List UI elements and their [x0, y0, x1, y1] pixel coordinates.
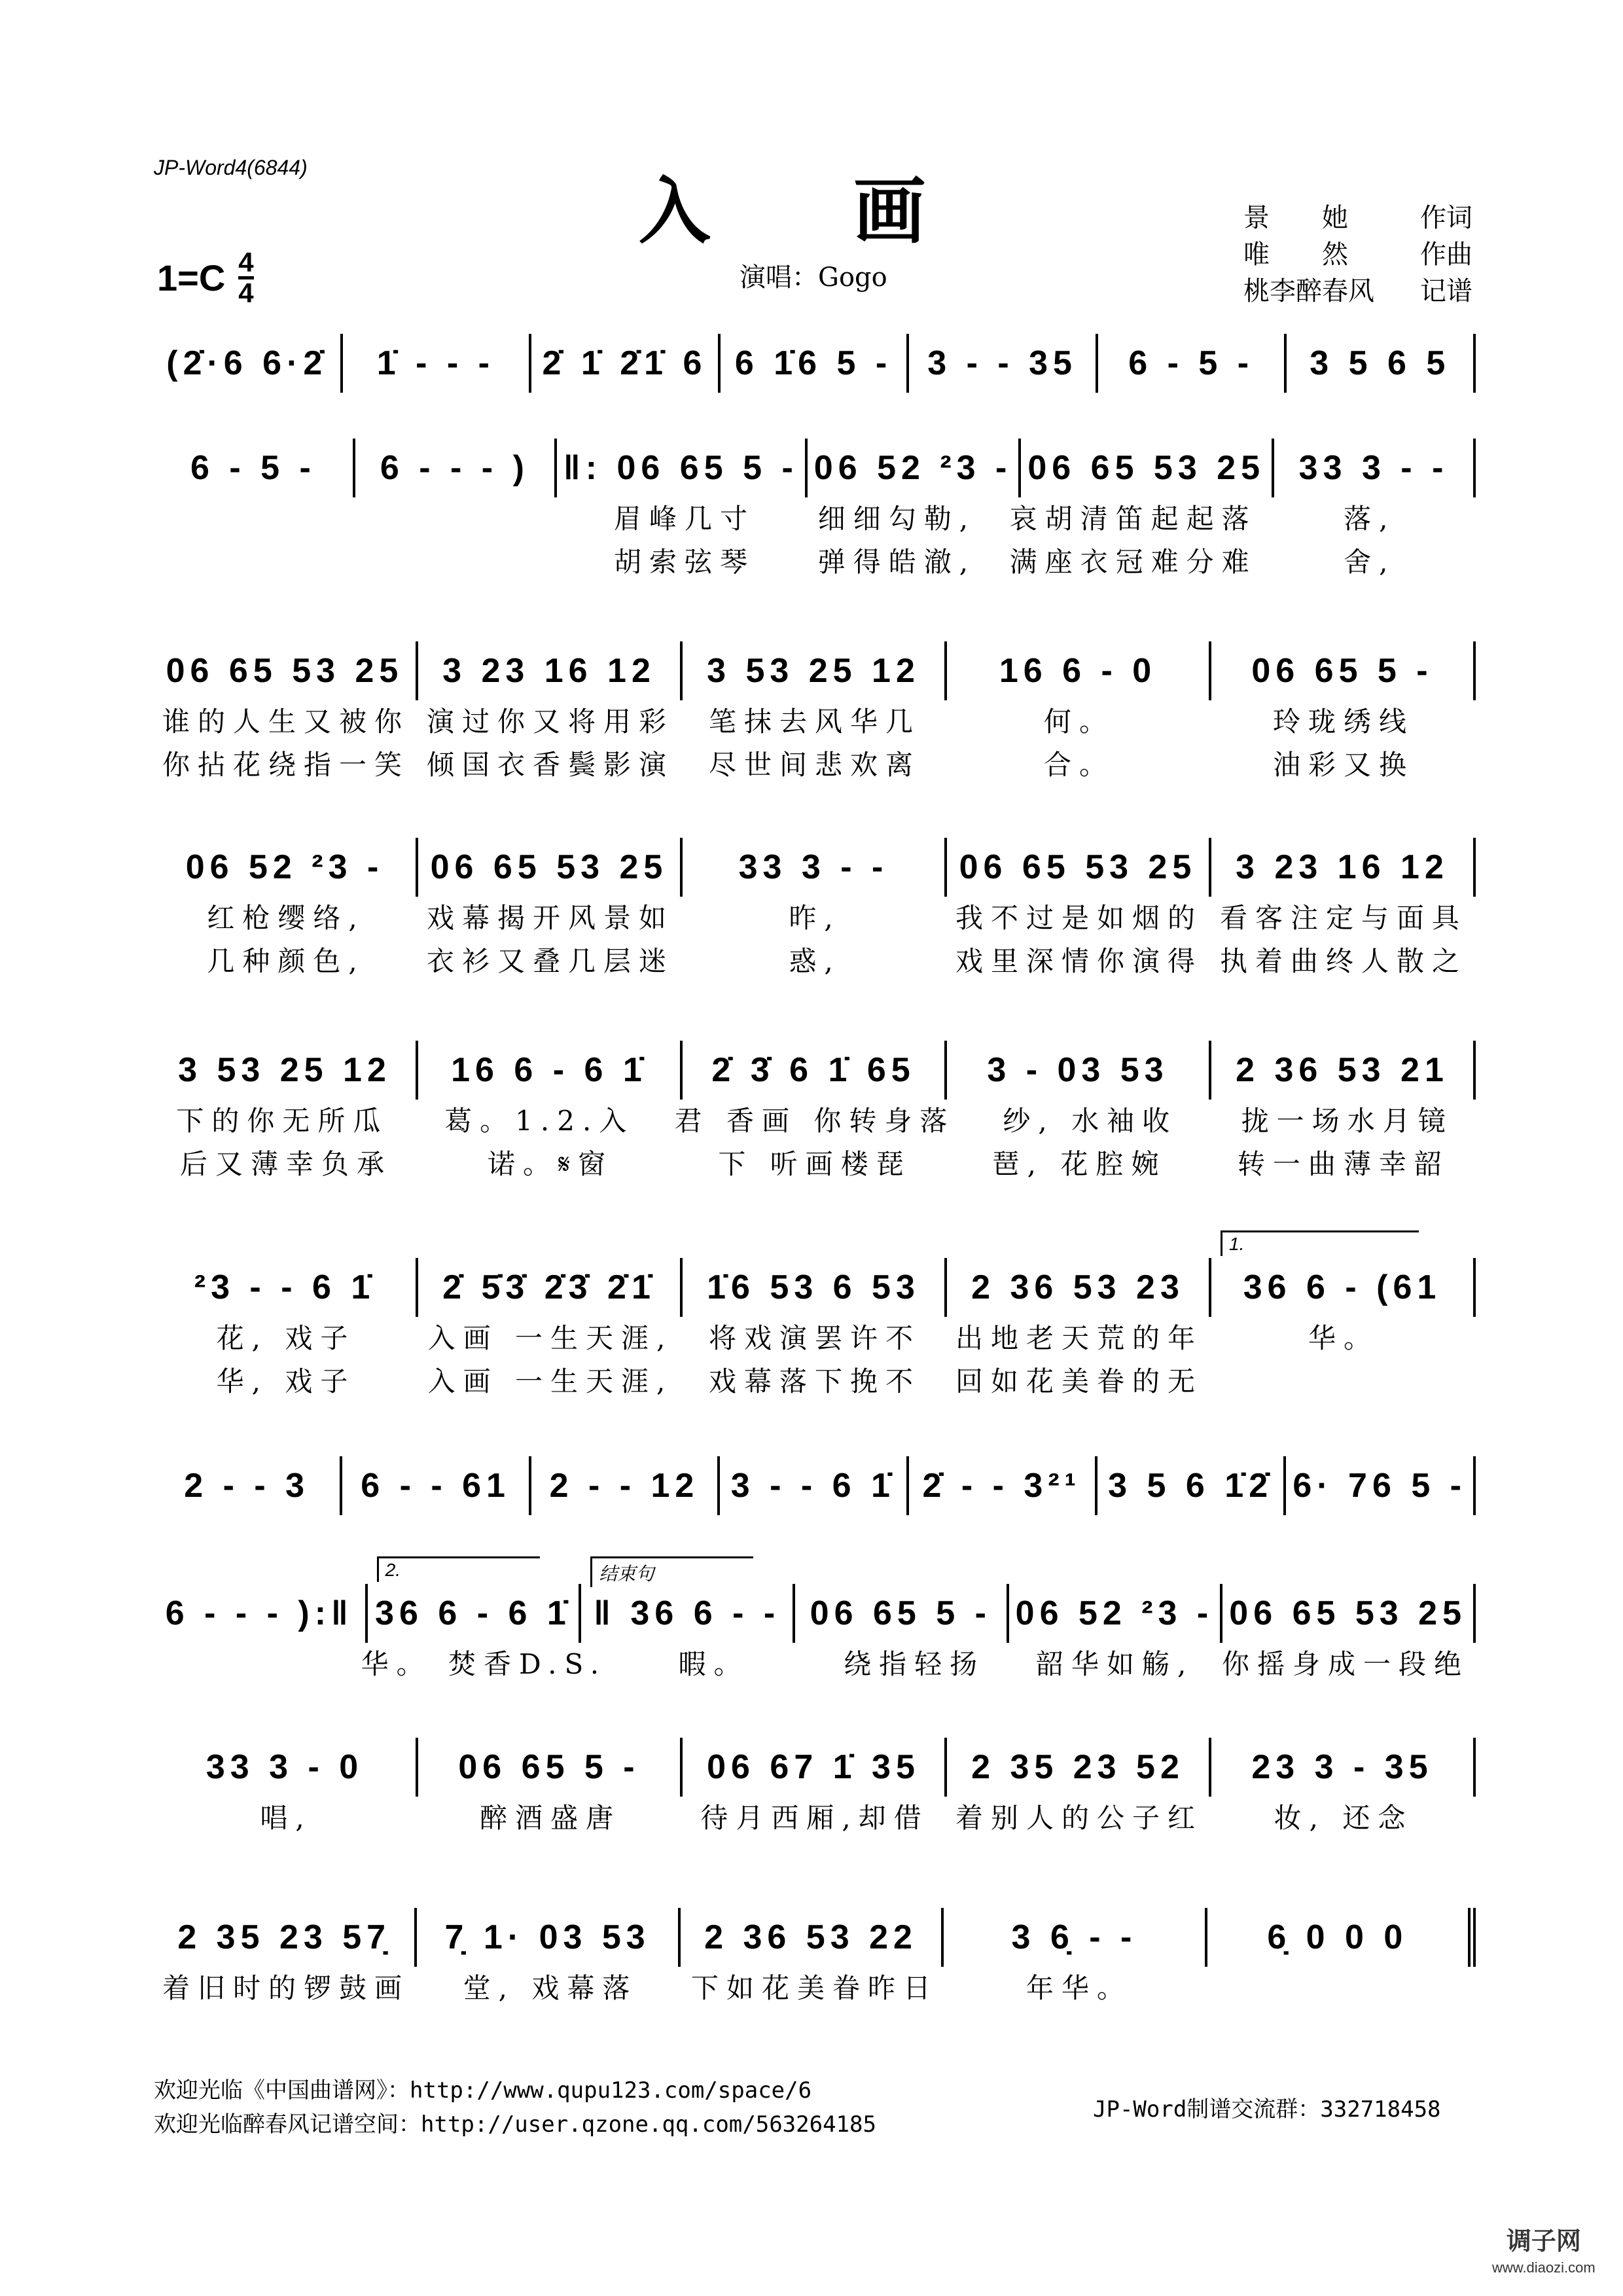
lyrics-verse-1	[154, 700, 1476, 744]
lyric-segment: 几种颜色,	[207, 945, 365, 977]
score-system	[154, 1234, 1476, 1403]
measure	[1287, 334, 1476, 393]
lyric-segment: 葛。1.2.入	[444, 1105, 635, 1137]
lyrics-verse-2	[154, 541, 1476, 584]
lyric-segment	[154, 1643, 355, 1686]
software-label: JP-Word4(6844)	[154, 156, 308, 179]
measure-notes: 06 67 1̇ 35	[707, 1748, 920, 1786]
measure-notes: 06 65 5 -	[1251, 652, 1433, 690]
measure	[154, 1456, 342, 1515]
lyric-segment: 转一曲薄幸韶	[1237, 1148, 1450, 1180]
notes-row	[154, 1560, 1476, 1643]
lyric-segment: 拢一场水月镜	[1241, 1105, 1454, 1137]
measure	[154, 334, 343, 393]
lyric-segment: 你拈花绕指一笑	[162, 749, 410, 781]
lyric-segment: 华, 戏子	[216, 1365, 356, 1397]
notes-row	[154, 1041, 1476, 1100]
measure	[154, 439, 355, 497]
measure	[795, 1584, 1009, 1643]
measure-notes: 6̣ 0 0 0	[1267, 1918, 1408, 1956]
measure-notes: 06 65 53 25	[430, 848, 668, 886]
measure	[947, 1738, 1211, 1797]
time-signature	[238, 249, 253, 307]
measure-notes: 23 3 - 35	[1251, 1748, 1433, 1786]
lyric-segment	[1211, 1360, 1476, 1403]
notes-row	[154, 1738, 1476, 1797]
measure-notes: 06 52 ²3 -	[813, 449, 1012, 487]
measure-notes: 06 65 53 25	[166, 652, 404, 690]
lyric-segment: 舍,	[1344, 546, 1396, 578]
measure-notes: 2 - - 3	[184, 1467, 310, 1505]
measure	[720, 1456, 908, 1515]
footer-link-qzone[interactable]: 欢迎光临醉春风记谱空间：http://user.qzone.qq.com/563264185	[154, 2111, 876, 2138]
lyrics-verse-1	[154, 897, 1476, 940]
lyric-segment: 看客注定与面具	[1219, 902, 1467, 934]
measure-notes: 2 36 53 22	[704, 1918, 918, 1956]
lyrics-verse-1	[154, 1797, 1476, 1840]
lyric-segment: 出地老天荒的年	[955, 1322, 1203, 1354]
lyric-segment: 细细勾勒,	[817, 503, 976, 535]
measure-notes: 3 53 25 12	[178, 1051, 391, 1089]
measure-notes: 2 36 53 23	[971, 1268, 1185, 1306]
lyric-segment: 诺。𝄋窗	[487, 1148, 614, 1180]
lyric-segment: 戏幕揭开风景如	[426, 902, 674, 934]
lyrics-verse-2	[154, 744, 1476, 787]
measure-notes: 3 - - 35	[927, 344, 1077, 382]
lyric-segment: 绕指轻扬	[844, 1648, 986, 1680]
lyric-segment: 衣衫又叠几层迷	[426, 945, 674, 977]
lyric-segment: 倾国衣香鬓影演	[426, 749, 674, 781]
measure-notes: 3 5 6 5	[1310, 344, 1451, 382]
lyric-segment	[366, 541, 578, 584]
score-system	[154, 1908, 1476, 2010]
lyric-segment: 下 听画楼琵	[718, 1148, 912, 1180]
score-system	[154, 334, 1476, 393]
volta-mark: 2.	[377, 1556, 540, 1582]
lyric-segment: 着旧时的锣鼓画	[162, 1972, 410, 2004]
measure	[418, 1041, 683, 1100]
measure	[683, 1041, 947, 1100]
measure	[1222, 1584, 1476, 1643]
lyric-segment: 妆, 还念	[1274, 1802, 1414, 1834]
measure	[557, 439, 808, 497]
credit-role: 作词	[1420, 203, 1472, 233]
lyric-segment: 待月西厢,却借	[700, 1802, 929, 1834]
measure-notes: 3 53 25 12	[707, 652, 920, 690]
lyric-segment: 胡索弦琴	[613, 546, 755, 578]
measure-notes: 36 6 - 6 1̇	[375, 1594, 571, 1632]
lyric-segment: 执着曲终人散之	[1219, 945, 1467, 977]
measure	[1211, 1738, 1476, 1797]
measure	[343, 334, 532, 393]
watermark	[1492, 2229, 1596, 2281]
measure-notes: 3 23 16 12	[1236, 848, 1449, 886]
measure-notes: (2̇·6 6·2̇	[166, 344, 328, 382]
measure	[154, 1258, 418, 1317]
measure	[947, 641, 1211, 700]
lyric-segment: 堂, 戏幕落	[463, 1972, 638, 2004]
lyric-segment: 昨,	[789, 902, 841, 934]
lyrics-verse-1	[154, 1100, 1476, 1143]
lyric-segment: 入画 一生天涯,	[427, 1365, 673, 1397]
song-title: 入 画	[638, 169, 985, 253]
lyrics-verse-1	[154, 1967, 1476, 2010]
lyric-segment	[366, 497, 578, 541]
measure	[721, 334, 910, 393]
lyric-segment: 你摇身成一段绝	[1222, 1648, 1470, 1680]
measure	[355, 439, 557, 497]
lyric-segment: 合。	[1043, 749, 1115, 781]
lyric-segment: 眉峰几寸	[613, 503, 755, 535]
measure-notes: 2̇ 3̇ 6 1̇ 65	[711, 1051, 916, 1089]
lyric-segment: 落,	[1344, 503, 1396, 535]
lyric-segment: 君 香画 你转身落	[674, 1105, 955, 1137]
measure-notes: 2̇ 5̇3̇ 2̇3̇ 2̇1̇	[442, 1268, 656, 1306]
measure	[1211, 1234, 1476, 1317]
lyric-segment: 醉酒盛唐	[479, 1802, 621, 1834]
measure	[417, 1908, 680, 1967]
lyric-segment: 着别人的公子红	[955, 1802, 1203, 1834]
measure-notes: 16 6 - 0	[999, 652, 1157, 690]
measure	[154, 1738, 418, 1797]
measure	[944, 1908, 1207, 1967]
measure-notes: 6 - 5 -	[1128, 344, 1255, 382]
measure-notes: 3 - - 6 1̇	[730, 1467, 895, 1505]
measure-notes: 3 5 6 1̇2̇	[1108, 1467, 1274, 1505]
measure	[154, 838, 418, 897]
lyric-segment: 惑,	[789, 945, 841, 977]
measure	[418, 1258, 683, 1317]
lyric-segment: 玲珑绣线	[1272, 706, 1414, 738]
lyric-segment	[1211, 1967, 1476, 2010]
measure	[1207, 1908, 1476, 1967]
key-signature	[157, 249, 254, 307]
lyric-segment: 华。	[1308, 1322, 1379, 1354]
lyric-segment: 韶华如觞,	[1036, 1648, 1194, 1680]
notes-row	[154, 641, 1476, 700]
notes-row	[154, 1908, 1476, 1967]
measure	[683, 1738, 947, 1797]
measure-notes: ‖ 36 6 - -	[594, 1594, 781, 1632]
lyrics-verse-2	[154, 1143, 1476, 1186]
notes-row	[154, 334, 1476, 393]
lyric-segment: 哀胡清笛起起落	[1009, 503, 1257, 535]
lyric-segment: 红枪缨络,	[207, 902, 365, 934]
credit-composer	[1243, 236, 1472, 273]
measure	[683, 641, 947, 700]
measure-notes: 06 65 5 -	[458, 1748, 640, 1786]
score-system	[154, 439, 1476, 584]
measure	[154, 641, 418, 700]
measure-notes: ²3 - - 6 1̇	[194, 1268, 376, 1306]
measure-notes: 6· 76 5 -	[1293, 1467, 1467, 1505]
watermark-name: 调子网	[1506, 2228, 1581, 2255]
lyric-segment: 后又薄幸负承	[179, 1148, 392, 1180]
lyric-segment: 年华。	[1026, 1972, 1132, 2004]
lyrics-verse-2	[154, 1360, 1476, 1403]
lyrics-verse-1	[154, 1643, 1476, 1686]
measure	[909, 334, 1098, 393]
notes-row	[154, 439, 1476, 497]
lyric-segment: 油彩又换	[1272, 749, 1414, 781]
measure-notes: 06 65 5 -	[810, 1594, 991, 1632]
lyric-segment: 回如花美眷的无	[955, 1365, 1203, 1397]
lyric-segment: 满座衣冠难分难	[1009, 546, 1257, 578]
credit-name: 桃李醉春风	[1243, 276, 1374, 306]
measure	[154, 1041, 418, 1100]
measure	[909, 1456, 1097, 1515]
measure-notes: 2 35 23 57̣	[177, 1918, 391, 1956]
volta-mark: 1.	[1221, 1230, 1419, 1256]
measure-notes: 33 3 - 0	[205, 1748, 364, 1786]
credit-role: 记谱	[1420, 276, 1472, 306]
measure	[581, 1564, 795, 1643]
measure	[1021, 439, 1274, 497]
measure	[1211, 1041, 1476, 1100]
lyric-segment: 笔抹去风华几	[708, 706, 921, 738]
lyric-segment: 纱, 水袖收	[1003, 1105, 1178, 1137]
measure	[531, 334, 721, 393]
time-sig-bottom: 4	[238, 278, 254, 308]
measure-notes: 6 - - - )	[380, 449, 529, 487]
lyric-segment: 尽世间悲欢离	[708, 749, 921, 781]
measure	[683, 838, 947, 897]
measure-notes: 6 - 5 -	[190, 449, 316, 487]
lyric-segment	[154, 541, 366, 584]
measure-notes: 1̇6 53 6 53	[707, 1268, 920, 1306]
measure-notes: 3 23 16 12	[442, 652, 656, 690]
lyric-segment: 戏幕落下挽不	[708, 1365, 921, 1397]
measure	[342, 1456, 531, 1515]
score-system	[154, 1041, 1476, 1186]
measure-notes: ‖: 06 65 5 -	[563, 449, 798, 487]
lyric-segment: 下的你无所瓜	[176, 1105, 389, 1137]
measure-notes: 2 - - 12	[549, 1467, 700, 1505]
lyric-segment: 弹得皓澈,	[817, 546, 976, 578]
credit-role: 作曲	[1420, 240, 1472, 270]
measure	[154, 1908, 417, 1967]
measure	[808, 439, 1022, 497]
measure-notes: 16 6 - 6 1̇	[451, 1051, 647, 1089]
lyrics-verse-1	[154, 1317, 1476, 1360]
lyric-segment: 我不过是如烟的	[955, 902, 1203, 934]
measure-notes: 6 - - - ):‖	[165, 1594, 353, 1632]
measure-notes: 2 36 53 21	[1236, 1051, 1449, 1089]
key-label: 1=C	[157, 257, 226, 298]
lyrics-verse-1	[154, 497, 1476, 541]
measure	[947, 1041, 1211, 1100]
measure-notes: 33 3 - -	[738, 848, 889, 886]
lyric-segment: 将戏演罢许不	[708, 1322, 921, 1354]
score-system	[154, 1456, 1476, 1515]
footer-link-qupu[interactable]: 欢迎光临《中国曲谱网》：http://www.qupu123.com/space/6	[154, 2077, 812, 2104]
notes-row	[154, 838, 1476, 897]
lyric-segment: 花, 戏子	[216, 1322, 356, 1354]
measure-notes: 2 35 23 52	[971, 1748, 1185, 1786]
time-sig-top: 4	[238, 249, 253, 279]
credit-lyricist	[1243, 200, 1472, 236]
lyric-segment: 何。	[1043, 706, 1115, 738]
measure	[1286, 1456, 1476, 1515]
measure	[1009, 1584, 1223, 1643]
lyric-segment: 唱,	[260, 1802, 312, 1834]
measure-notes: 36 6 - (61	[1243, 1268, 1442, 1306]
measure-notes: 3 6̣ - -	[1011, 1918, 1137, 1956]
lyric-segment: 暇。	[678, 1648, 749, 1680]
watermark-url: www.diaozi.com	[1492, 2259, 1596, 2276]
score-system	[154, 1738, 1476, 1840]
measure	[418, 838, 683, 897]
measure	[1098, 334, 1287, 393]
measure-notes: 06 52 ²3 -	[185, 848, 384, 886]
measure-notes: 06 65 53 25	[1027, 449, 1266, 487]
measure-notes: 06 65 53 25	[959, 848, 1197, 886]
measure-notes: 2̇ - - 3²¹	[922, 1467, 1081, 1505]
measure	[947, 838, 1211, 897]
measure-notes: 6 1̇6 5 -	[734, 344, 893, 382]
lyric-segment: 琶, 花腔婉	[991, 1148, 1167, 1180]
measure-notes: 6 - - 61	[361, 1467, 510, 1505]
lyric-segment: 戏里深情你演得	[955, 945, 1203, 977]
measure	[1211, 838, 1476, 897]
footer-group: JP-Word制谱交流群：332718458	[1093, 2096, 1441, 2123]
lyric-segment	[154, 497, 366, 541]
measure	[681, 1908, 944, 1967]
measure	[154, 1584, 368, 1643]
credits	[1243, 200, 1472, 310]
measure	[531, 1456, 720, 1515]
measure-notes: 3 - 03 53	[987, 1051, 1169, 1089]
credit-name: 唯 然	[1243, 240, 1348, 270]
measure	[368, 1560, 582, 1643]
lyric-segment: 谁的人生又被你	[162, 706, 410, 738]
measure-notes: 2̇ 1̇ 2̇1̇ 6	[542, 344, 707, 382]
singer-label: 演唱：Gogo	[740, 262, 887, 293]
measure-notes: 33 3 - -	[1298, 449, 1449, 487]
measure	[1274, 439, 1476, 497]
lyrics-verse-2	[154, 940, 1476, 983]
measure	[683, 1258, 947, 1317]
score-system	[154, 1560, 1476, 1686]
score-system	[154, 838, 1476, 983]
footer-links	[154, 2073, 876, 2142]
measure-notes: 7̣ 1· 03 53	[444, 1918, 651, 1956]
lyric-segment: 演过你又将用彩	[426, 706, 674, 738]
volta-mark: 结束句	[590, 1556, 753, 1587]
measure	[418, 1738, 683, 1797]
notes-row	[154, 1456, 1476, 1515]
measure-notes: 1̇ - - -	[376, 344, 495, 382]
measure	[947, 1258, 1211, 1317]
measure	[418, 641, 683, 700]
lyric-segment: 入画 一生天涯,	[427, 1322, 673, 1354]
lyric-segment: 下如花美眷昨日	[690, 1972, 938, 2004]
measure-notes: 06 52 ²3 -	[1015, 1594, 1214, 1632]
lyric-segment: 华。 焚香D.S.	[361, 1648, 607, 1680]
measure	[1097, 1456, 1286, 1515]
measure-notes: 06 65 53 25	[1229, 1594, 1467, 1632]
credit-transcriber	[1243, 273, 1472, 310]
credit-name: 景 她	[1243, 203, 1348, 233]
score-system	[154, 641, 1476, 787]
measure	[1211, 641, 1476, 700]
notes-row	[154, 1234, 1476, 1317]
